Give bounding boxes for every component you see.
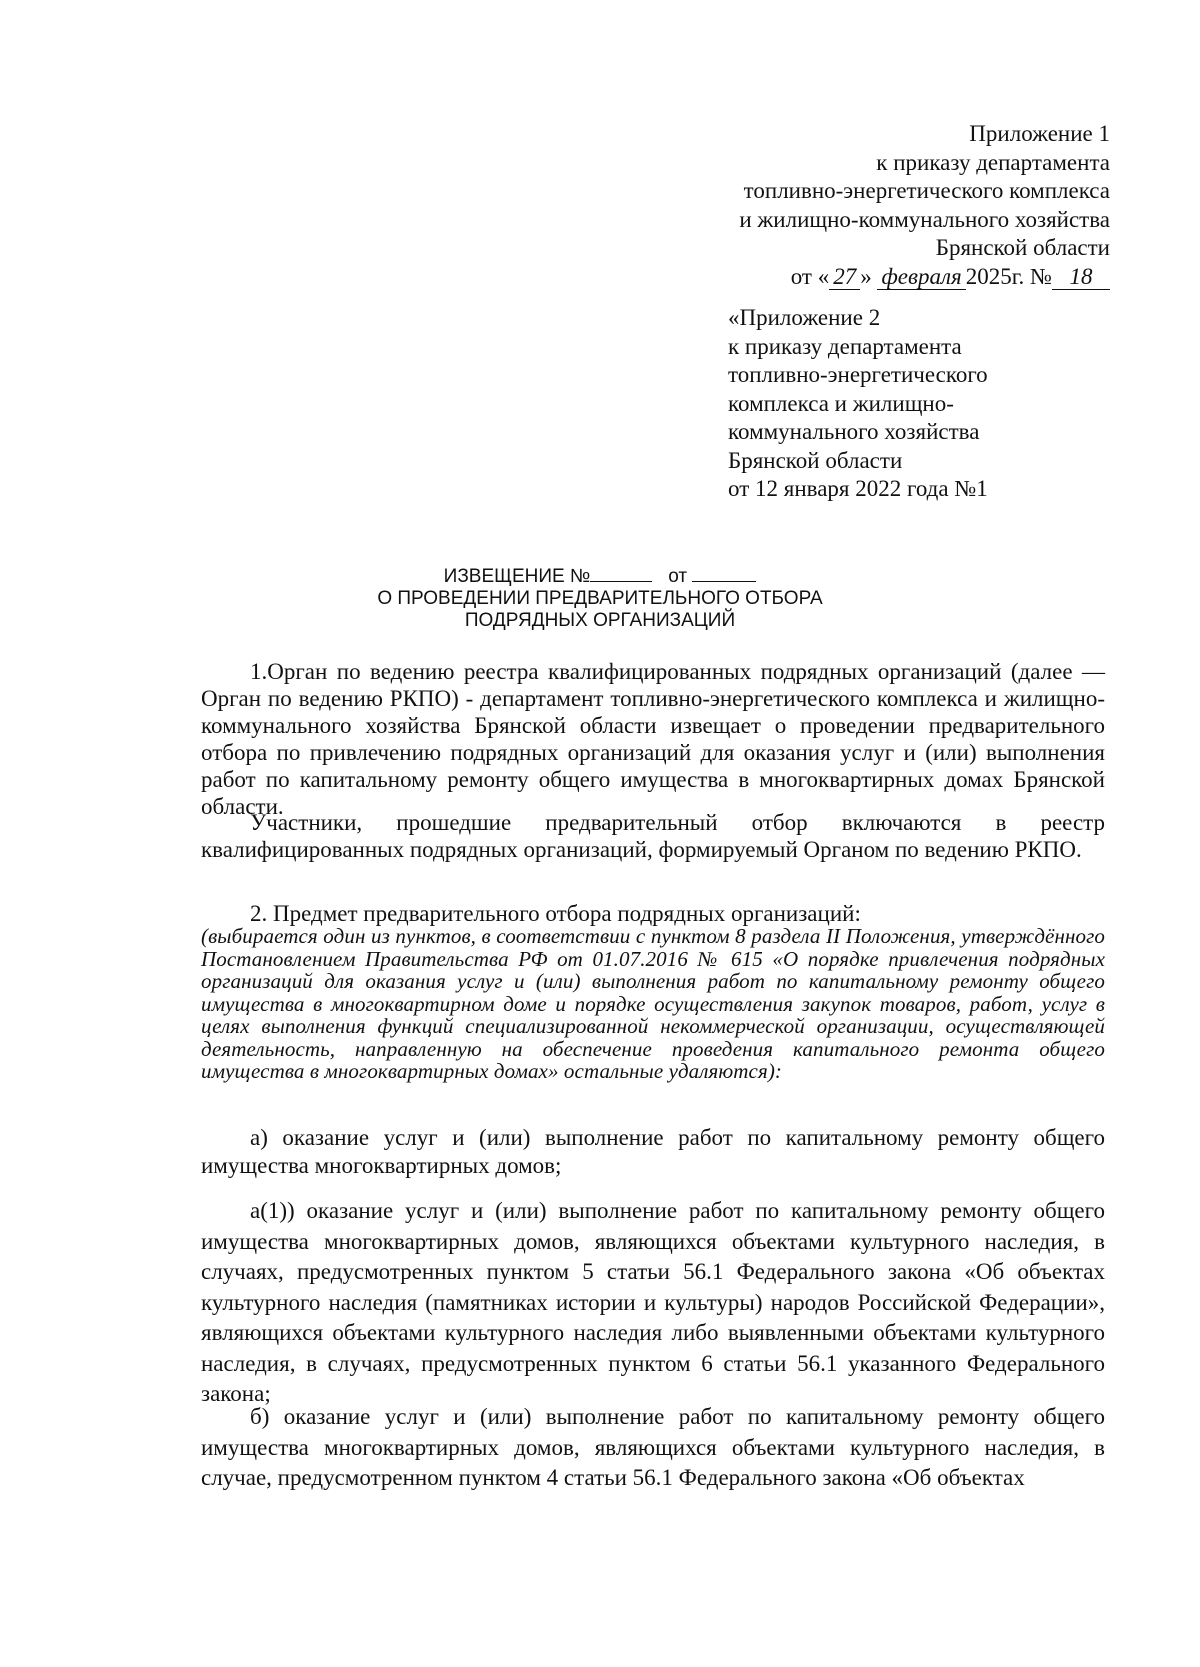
handwritten-number: 18 (1052, 265, 1110, 290)
paragraph: а(1)) оказание услуг и (или) выполнение работ по капитальному ремонту общего имущества многоквартирных домов, являющихся объектами культурного наследия, в случаях, предусмотренных пунктом 5 статьи 56.1 Федерального закона «Об объектах культурного наследия (памятниках истории и культуры) народов Российской Федерации», являющихся объектами культурного наследия либо выявленными объектами культурного наследия, в случаях, предусмотренных пунктом 6 статьи 56.1 указанного Федерального закона; (201, 1198, 1105, 1406)
date-prefix: от « (790, 263, 830, 289)
notice-number-blank (590, 580, 652, 582)
item-a (201, 1124, 1105, 1180)
section-1 (201, 658, 1105, 820)
date-year: 2025г. № (965, 263, 1052, 289)
notice-title-line-1 (300, 566, 900, 588)
attachment-1-line: Приложение 1 (969, 121, 1110, 146)
notice-title-line-2: О ПРОВЕДЕНИИ ПРЕДВАРИТЕЛЬНОГО ОТБОРА (377, 588, 823, 609)
attachment-2-line: «Приложение 2 (728, 305, 881, 330)
attachment-1-line: к приказу департамента (876, 149, 1110, 175)
notice-title-line-3: ПОДРЯДНЫХ ОРГАНИЗАЦИЙ (464, 610, 736, 631)
order-date-line (690, 263, 1110, 292)
attachment-1-line: топливно-энергетического комплекса (743, 178, 1110, 203)
attachment-2-line: от 12 января 2022 года №1 (728, 476, 988, 501)
attachment-2-line: к приказу департамента (728, 333, 962, 359)
item-b (201, 1402, 1105, 1494)
paragraph: 2. Предмет предварительного отбора подрядных организаций: (250, 901, 861, 926)
date-mid: » (860, 263, 878, 289)
attachment-1-header (690, 120, 1110, 291)
paragraph: Участники, прошедшие предварительный отбор включаются в реестр квалифицированных подрядных организаций, формируемый Органом по ведению РКПО. (201, 810, 1105, 862)
section-1-participants (201, 809, 1105, 863)
attachment-2-line: топливно-энергетического (728, 362, 988, 387)
attachment-1-line: и жилищно-коммунального хозяйства (739, 206, 1110, 232)
attachment-2-line: Брянской области (728, 447, 903, 473)
paragraph: б) оказание услуг и (или) выполнение работ по капитальному ремонту общего имущества многоквартирных домов, являющихся объектами культурного наследия, в случае, предусмотренном пунктом 4 статьи 56.1 Федерального закона «Об объектах (201, 1404, 1105, 1490)
item-a1 (201, 1196, 1105, 1410)
handwritten-month: февраля (877, 265, 965, 290)
paragraph: 1.Орган по ведению реестра квалифицированных подрядных организаций (далее — Орган по ведению РКПО) - департамент топливно-энергетического комплекса и жилищно-коммунального хозяйства Брянской области извещает о проведении предварительного отбора по привлечению подрядных организаций для оказания услуг и (или) выполнения работ по капитальному ремонту общего имущества в многоквартирных домах Брянской области. (201, 659, 1105, 819)
attachment-2-header (728, 304, 1128, 504)
notice-date-label: от (668, 566, 688, 587)
section-2-heading (201, 900, 1105, 927)
attachment-1-line: Брянской области (935, 235, 1110, 260)
notice-title (300, 566, 900, 632)
italic-paragraph: (выбирается один из пунктов, в соответствии с пунктом 8 раздела II Положения, утверждённого Постановлением Правительства РФ от 01.07.2016 № 615 «О порядке привлечения подрядных организаций для оказания услуг и (или) выполнения работ по капитальному ремонту общего имущества в многоквартирном доме и порядке осуществления закупок товаров, работ, услуг в целях выполнения функций специализированной некоммерческой организации, осуществляющей деятельность, направленную на обеспечение проведения капитального ремонта общего имущества в многоквартирных домах» остальные удаляются): (201, 924, 1105, 1083)
section-2-instruction (201, 925, 1105, 1083)
attachment-2-line: коммунального хозяйства (728, 419, 980, 444)
paragraph: а) оказание услуг и (или) выполнение работ по капитальному ремонту общего имущества многоквартирных домов; (201, 1125, 1105, 1178)
notice-number-label: ИЗВЕЩЕНИЕ № (443, 566, 591, 587)
notice-date-blank (692, 580, 756, 582)
attachment-2-line: комплекса и жилищно- (728, 390, 954, 416)
handwritten-day: 27 (829, 265, 860, 290)
